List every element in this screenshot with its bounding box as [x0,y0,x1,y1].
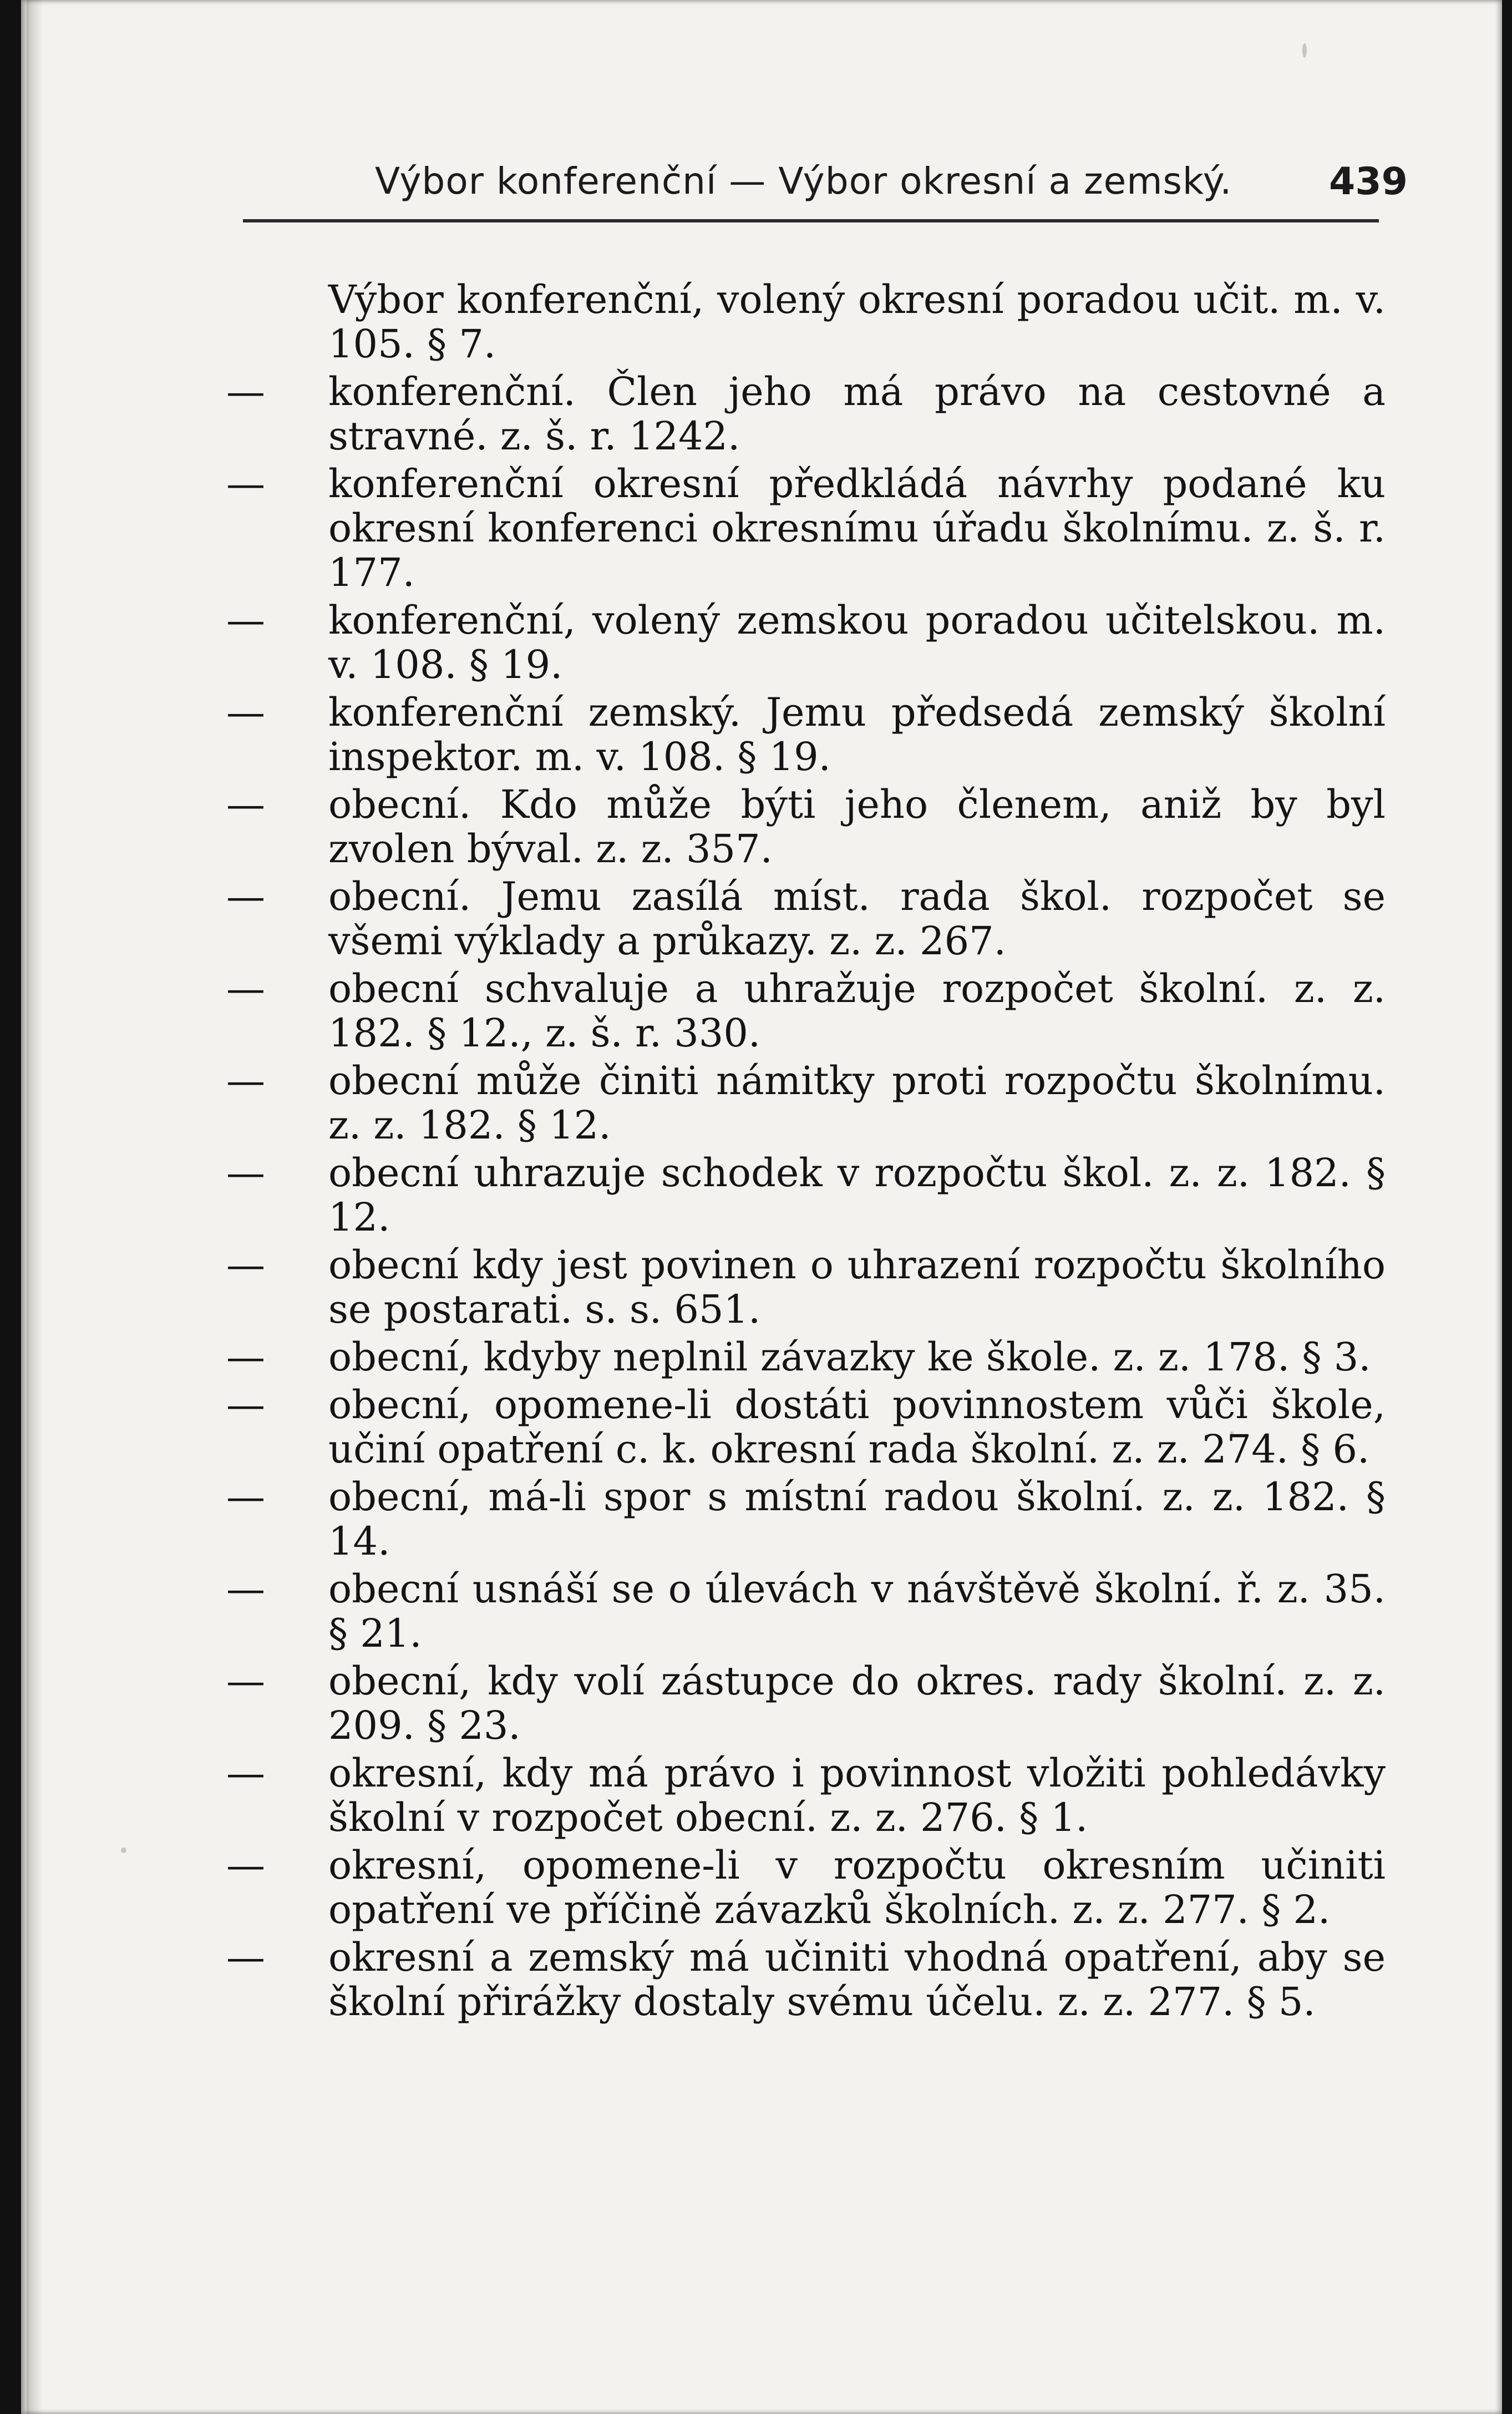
entry-dash: — [226,782,265,827]
entry-dash: — [226,369,265,414]
entry-dash: — [226,966,265,1011]
entry-text: konferenční, volený zemskou poradou učitelskou. m. v. 108. § 19. [328,598,1386,687]
entry-dash: — [226,1750,265,1796]
index-entry [226,690,1386,779]
index-entry [226,966,1386,1055]
book-page [21,0,1502,2414]
index-entry [226,1567,1386,1656]
page-number: 439 [1329,160,1408,204]
paper-speck [1302,43,1307,58]
entry-text: konferenční zemský. Jemu předsedá zemský školní inspektor. m. v. 108. § 19. [328,690,1386,780]
index-entry [226,1151,1386,1239]
entry-text: obecní kdy jest povinen o uhrazení rozpočtu školního se postarati. s. s. 651. [328,1242,1386,1332]
entry-text: okresní, opomene-li v rozpočtu okresním učiniti opatření ve příčině závazků školních. z. z. 277. § 2. [328,1843,1386,1932]
entry-text: Výbor konferenční, volený okresní poradou učit. m. v. 105. § 7. [328,277,1386,367]
entry-dash: — [226,1566,265,1612]
entry-text: obecní, má-li spor s místní radou školní. z. z. 182. § 14. [328,1474,1386,1564]
entry-dash: — [226,1935,265,1980]
index-entry [226,370,1386,458]
entry-text: konferenční. Člen jeho má právo na cestovné a stravné. z. š. r. 1242. [328,369,1386,459]
entry-dash: — [226,461,265,507]
entry-text: okresní a zemský má učiniti vhodná opatření, aby se školní přirážky dostaly svému účelu. z. z. 277. § 5. [328,1935,1386,2025]
index-entry [226,1059,1386,1147]
index-entry [226,277,1386,366]
entry-dash: — [226,1334,265,1380]
entry-text: obecní. Kdo může býti jeho členem, aniž by byl zvolen býval. z. z. 357. [328,782,1386,872]
running-title: Výbor konferenční — Výbor okresní a zemský. [375,160,1232,203]
index-entry [226,1935,1386,2024]
index-entry [226,782,1386,871]
entry-dash: — [226,598,265,643]
index-entry [226,1335,1386,1379]
index-entry [226,1475,1386,1563]
entry-dash: — [226,1150,265,1196]
index-entry [226,874,1386,963]
paper-speck [1230,1431,1234,1435]
entry-dash: — [226,1658,265,1704]
index-entry [226,1383,1386,1471]
index-entry [226,1843,1386,1932]
entry-dash: — [226,874,265,919]
entry-dash: — [226,1242,265,1288]
entry-dash: — [226,1058,265,1104]
entry-text: obecní, kdy volí zástupce do okres. rady školní. z. z. 209. § 23. [328,1658,1386,1748]
entry-text: obecní usnáší se o úlevách v návštěvě školní. ř. z. 35. § 21. [328,1566,1386,1656]
entry-text: obecní. Jemu zasílá míst. rada škol. rozpočet se všemi výklady a průkazy. z. z. 267. [328,874,1386,964]
index-entry [226,1659,1386,1748]
index-entry [226,1243,1386,1332]
entry-text: obecní, opomene-li dostáti povinnostem vůči škole, učiní opatření c. k. okresní rada školní. z. z. 274. § 6. [328,1382,1386,1472]
header-rule [243,219,1379,222]
entry-text: obecní uhrazuje schodek v rozpočtu škol. z. z. 182. § 12. [328,1150,1386,1240]
entry-dash: — [226,1843,265,1888]
entry-text: obecní, kdyby neplnil závazky ke škole. z. z. 178. § 3. [328,1334,1371,1380]
entry-dash: — [226,690,265,735]
entry-text: obecní může činiti námitky proti rozpočtu školnímu. z. z. 182. § 12. [328,1058,1386,1148]
entry-text: konferenční okresní předkládá návrhy podané ku okresní konferenci okresnímu úřadu školnímu. z. š. r. 177. [328,461,1386,595]
paper-speck [121,1848,126,1853]
index-entry [226,598,1386,687]
index-entry [226,1751,1386,1840]
entry-text: obecní schvaluje a uhražuje rozpočet školní. z. z. 182. § 12., z. š. r. 330. [328,966,1386,1056]
index-entry [226,462,1386,595]
running-head [354,154,1408,215]
index-entries [226,277,1386,2027]
entry-dash: — [226,1382,265,1428]
entry-dash: — [226,1474,265,1520]
entry-text: okresní, kdy má právo i povinnost vložiti pohledávky školní v rozpočet obecní. z. z. 276. § 1. [328,1750,1386,1840]
